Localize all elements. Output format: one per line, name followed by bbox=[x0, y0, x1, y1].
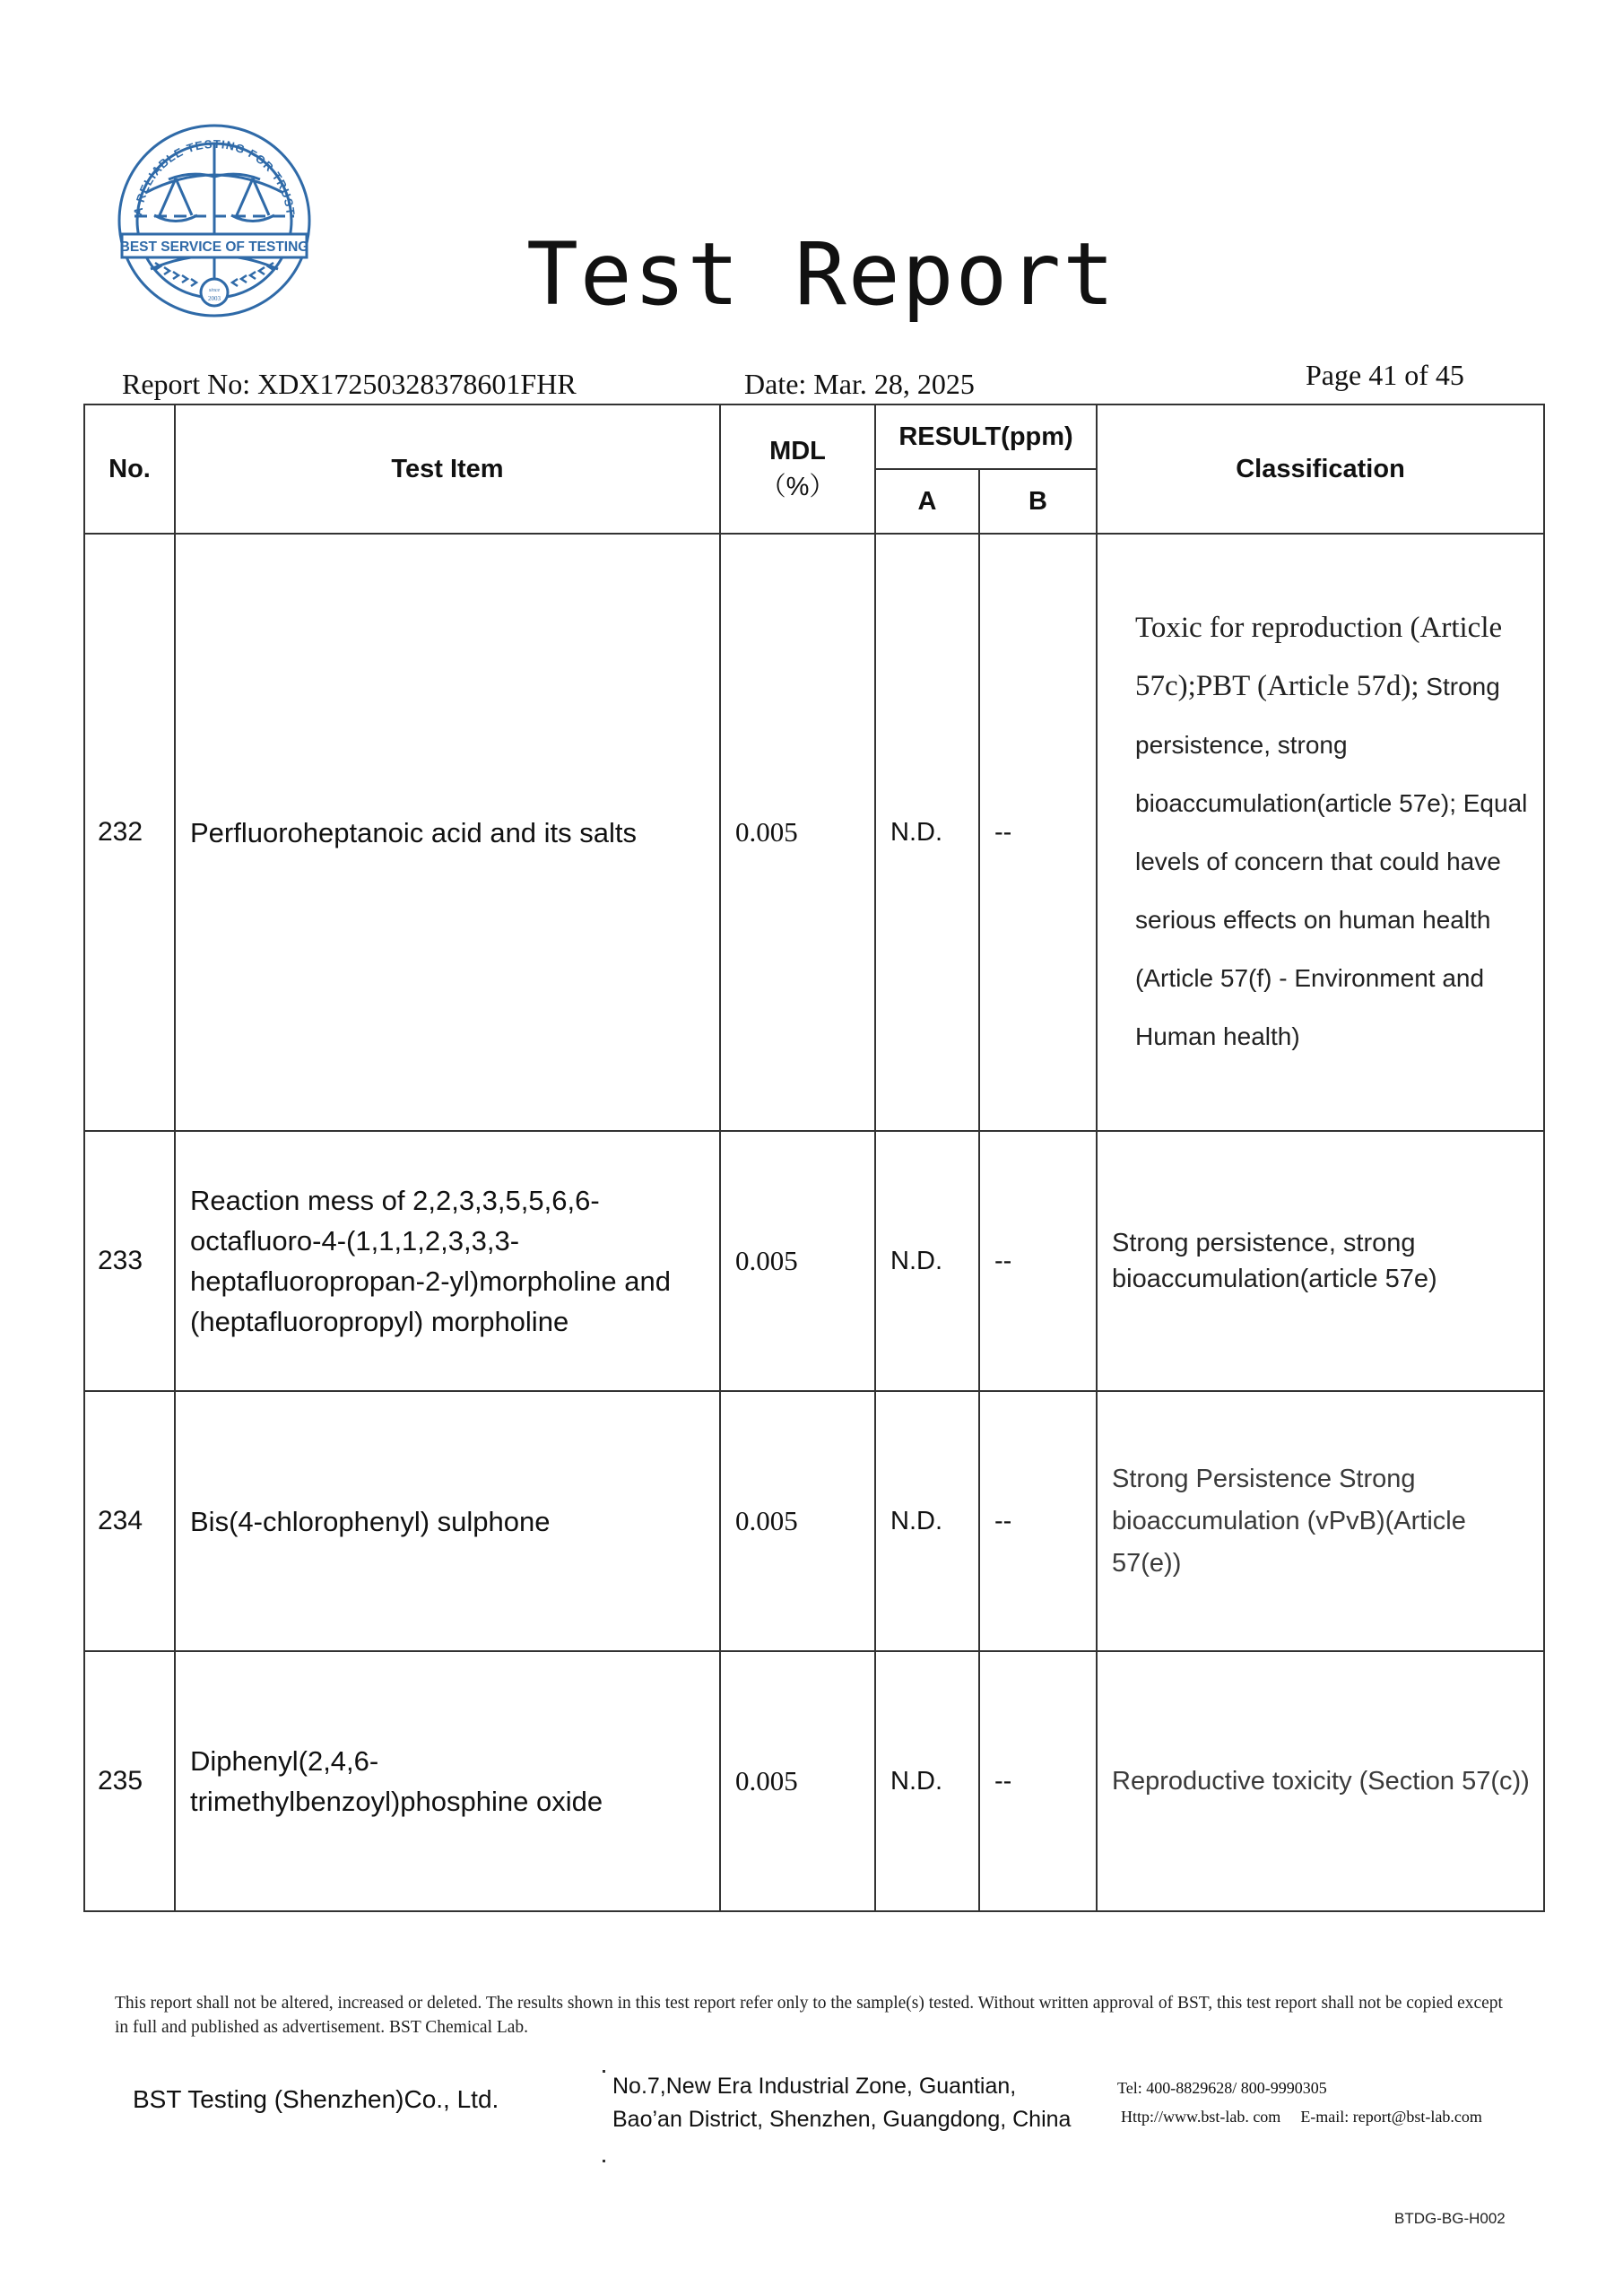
test-item: Bis(4-chlorophenyl) sulphone bbox=[175, 1391, 720, 1651]
svg-text:since: since bbox=[208, 288, 221, 293]
row-number: 235 bbox=[84, 1651, 175, 1911]
mdl-value: 0.005 bbox=[720, 1131, 875, 1391]
disclaimer: This report shall not be altered, increased or deleted. The results shown in this test report refer only to the sample(s) tested. Without written approval of BST, this test report shall not be copied except in full and published as advertisement. BST Chemical Lab. bbox=[115, 1994, 1503, 2037]
report-date: Date: Mar. 28, 2025 bbox=[744, 368, 975, 400]
header-test-item: Test Item bbox=[175, 404, 720, 534]
table-row bbox=[84, 534, 1544, 1131]
decorative-dot bbox=[603, 2160, 605, 2162]
svg-text:BEST SERVICE OF TESTING: BEST SERVICE OF TESTING bbox=[119, 239, 309, 255]
address-line-2: Bao’an District, Shenzhen, Guangdong, China bbox=[612, 2107, 1072, 2132]
svg-text:2003: 2003 bbox=[208, 295, 221, 302]
row-number: 232 bbox=[84, 534, 175, 1131]
classification: Reproductive toxicity (Section 57(c)) bbox=[1097, 1651, 1544, 1911]
table-row bbox=[84, 1391, 1544, 1651]
decorative-dot bbox=[603, 2070, 605, 2073]
header-no: No. bbox=[84, 404, 175, 534]
website-link[interactable]: Http://www.bst-lab. com bbox=[1121, 2108, 1281, 2126]
mdl-value: 0.005 bbox=[720, 534, 875, 1131]
svg-text:A RELIABLE TESTING FOR TRUST: A RELIABLE TESTING FOR TRUST bbox=[131, 136, 298, 217]
address-line-1: No.7,New Era Industrial Zone, Guantian, bbox=[612, 2074, 1017, 2099]
classification: Strong Persistence Strong bioaccumulation (vPvB)(Article 57(e)) bbox=[1097, 1391, 1544, 1651]
test-item: Diphenyl(2,4,6-trimethylbenzoyl)phosphine oxide bbox=[175, 1651, 720, 1911]
company-name: BST Testing (Shenzhen)Co., Ltd. bbox=[133, 2085, 499, 2113]
result-b: -- bbox=[979, 534, 1097, 1131]
form-code: BTDG-BG-H002 bbox=[1394, 2210, 1506, 2227]
table-row bbox=[84, 1651, 1544, 1911]
test-item: Perfluoroheptanoic acid and its salts bbox=[175, 534, 720, 1131]
header-mdl-label: MDL bbox=[769, 437, 826, 465]
telephone: Tel: 400-8829628/ 800-9990305 bbox=[1117, 2079, 1327, 2097]
row-number: 234 bbox=[84, 1391, 175, 1651]
email-link[interactable]: E-mail: report@bst-lab.com bbox=[1300, 2108, 1482, 2126]
test-item: Reaction mess of 2,2,3,3,5,5,6,6-octafluoro-4-(1,1,1,2,3,3,3-heptafluoropropan-2-yl)morpholine and (heptafluoropropyl) morpholine bbox=[175, 1131, 720, 1391]
header-mdl-unit: （%） bbox=[759, 473, 836, 501]
header-mdl bbox=[720, 404, 875, 534]
mdl-value: 0.005 bbox=[720, 1391, 875, 1651]
company-address bbox=[612, 2070, 1071, 2136]
header-result-b: B bbox=[979, 469, 1097, 534]
result-b: -- bbox=[979, 1391, 1097, 1651]
page-number: Page 41 of 45 bbox=[1306, 359, 1464, 391]
table-row bbox=[84, 1131, 1544, 1391]
mdl-value: 0.005 bbox=[720, 1651, 875, 1911]
classification-text: Strong persistence, strong bioaccumulation(article 57e); Equal levels of concern that could have serious effects on human health (Article 57(f) - Environment and Human health) bbox=[1135, 673, 1528, 1050]
header-result-a: A bbox=[875, 469, 979, 534]
header-classification: Classification bbox=[1097, 404, 1544, 534]
result-a: N.D. bbox=[875, 534, 979, 1131]
classification-serif-part: Toxic for reproduction (Article 57c);PBT (Article 57d); bbox=[1135, 612, 1503, 702]
result-b: -- bbox=[979, 1131, 1097, 1391]
results-table bbox=[83, 404, 1545, 1912]
result-a: N.D. bbox=[875, 1131, 979, 1391]
classification bbox=[1097, 534, 1544, 1131]
result-b: -- bbox=[979, 1651, 1097, 1911]
contact-web-email bbox=[1121, 2108, 1482, 2126]
result-a: N.D. bbox=[875, 1391, 979, 1651]
report-number: Report No: XDX17250328378601FHR bbox=[122, 368, 577, 400]
header-result: RESULT(ppm) bbox=[875, 404, 1097, 469]
row-number: 233 bbox=[84, 1131, 175, 1391]
classification: Strong persistence, strong bioaccumulation(article 57e) bbox=[1097, 1131, 1544, 1391]
page-title: Test Report bbox=[526, 224, 1116, 325]
result-a: N.D. bbox=[875, 1651, 979, 1911]
